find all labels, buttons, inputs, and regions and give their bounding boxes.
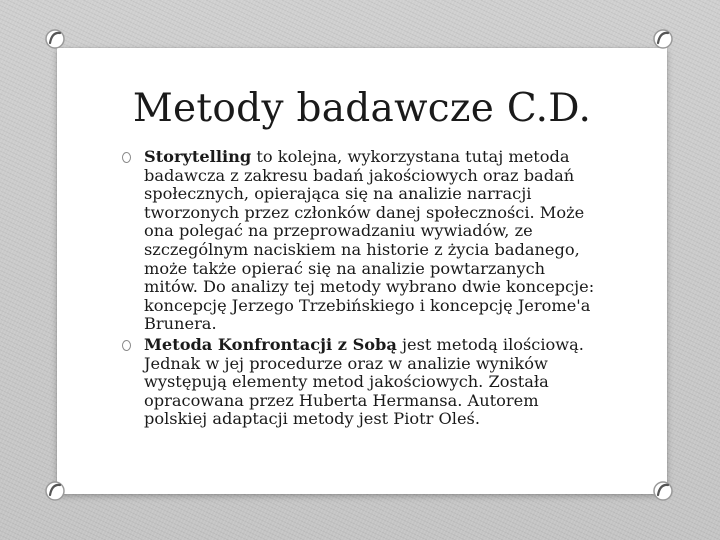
bullet-item [122,148,600,334]
bullet-bold-term: Metoda Konfrontacji z Sobą [144,334,397,354]
hollow-circle-bullet-icon [122,152,131,163]
hollow-circle-bullet-icon [122,340,131,351]
bullet-list [122,148,600,431]
bullet-item [122,336,600,429]
bullet-text: jest metodą ilościową. Jednak w jej procedurze oraz w analizie wyników występują elementy metod jakościowych. Została opracowana przez Huberta Hermansa. Autorem polskiej adaptacji metody jest Piotr Oleś. [144,334,584,429]
binder-ring-icon [652,28,674,50]
binder-ring-icon [652,480,674,502]
bullet-bold-term: Storytelling [144,147,252,166]
binder-ring-icon [44,480,66,502]
bullet-text: to kolejna, wykorzystana tutaj metoda badawcza z zakresu badań jakościowych oraz badań społecznych, opierająca się na analizie narracji tworzonych przez członków danej społeczności. Może ona polegać na przeprowadzaniu wywiadów, ze szczególnym naciskiem na historie z życia badanego, może także opierać się na analizie powtarzanych mitów. Do analizy tej metody wybrano dwie koncepcje: koncepcję Jerzego Trzebińskiego i koncepcję Jerome'a Brunera. [144,147,595,334]
slide-title: Metody badawcze C.D. [132,86,592,131]
binder-ring-icon [44,28,66,50]
